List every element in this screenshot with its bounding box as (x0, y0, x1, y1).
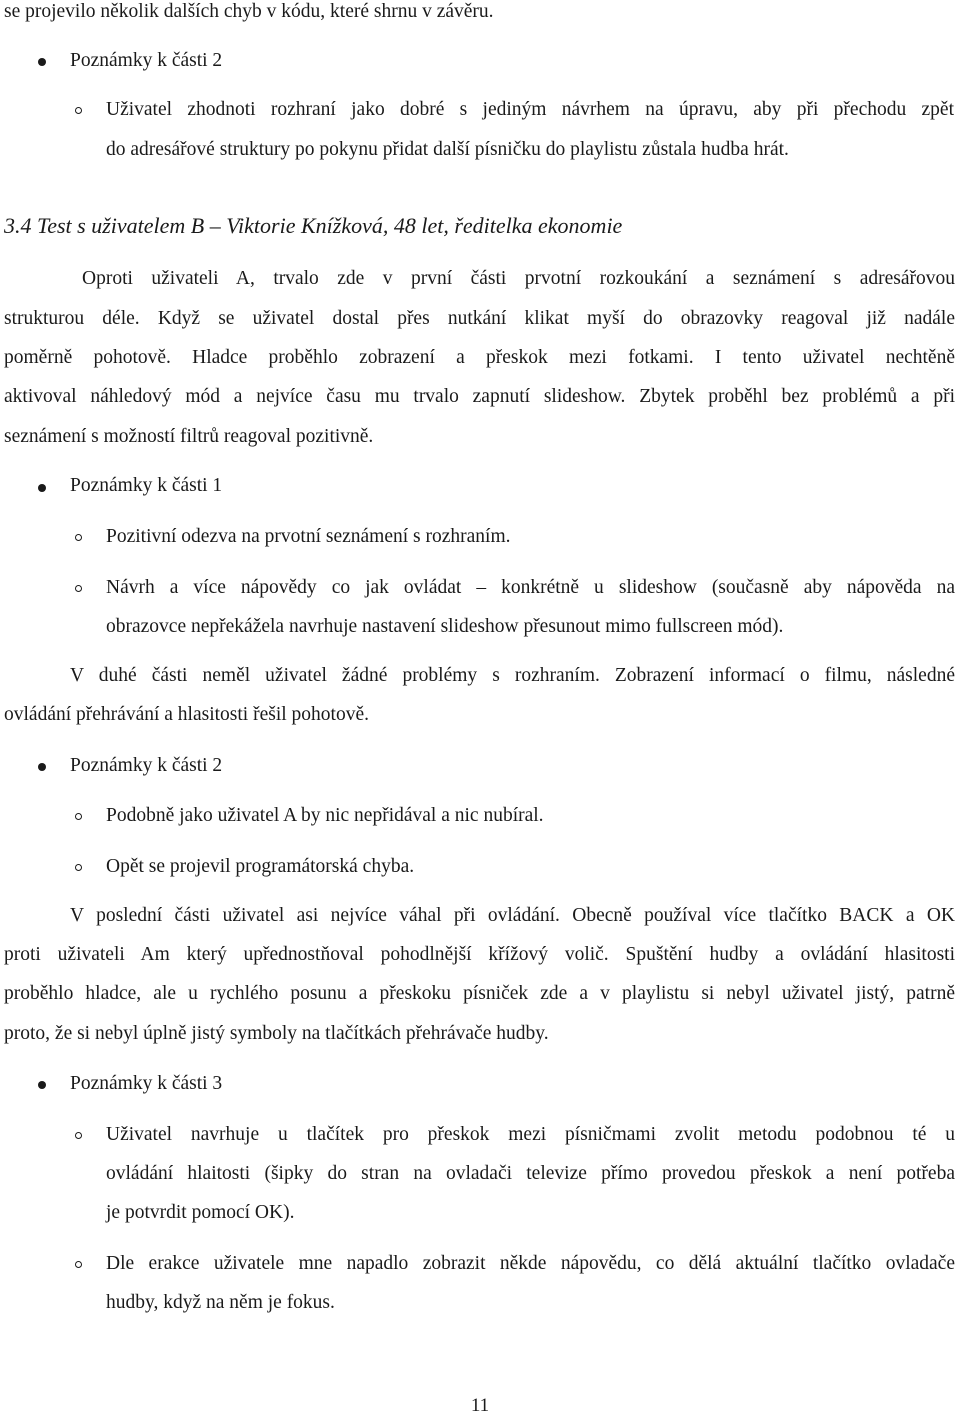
bullet-icon (38, 1081, 46, 1089)
note-line: Návrh a více nápovědy co jak ovládat – konkrétně u slideshow (současně aby nápověda na (106, 577, 955, 598)
note-line: ovládání hlaitosti (šipky do stran na ovladači televize přímo provedou přeskok a není potřeba (106, 1163, 955, 1184)
note-line: Dle erakce uživatele mne napadlo zobrazit někde nápovědu, co dělá aktuální tlačítko ovladače (106, 1253, 955, 1274)
paragraph-line: ovládání přehrávání a hlasitosti řešil pohotově. (4, 704, 369, 725)
circle-bullet-icon (75, 864, 82, 871)
paragraph-line: Oproti uživateli A, trvalo zde v první části prvotní rozkoukání a seznámení s adresářovou (82, 268, 955, 289)
notes-title: Poznámky k části 1 (70, 475, 223, 496)
continuation-line: se projevilo několik dalších chyb v kódu, které shrnu v závěru. (4, 1, 494, 22)
circle-bullet-icon (75, 534, 82, 541)
bullet-icon (38, 484, 46, 492)
note-line: Pozitivní odezva na prvotní seznámení s rozhraním. (106, 526, 511, 547)
circle-bullet-icon (75, 813, 82, 820)
circle-bullet-icon (75, 107, 82, 114)
notes-title: Poznámky k části 3 (70, 1073, 223, 1094)
paragraph-line: V poslední části uživatel asi nejvíce váhal při ovládání. Obecně používal více tlačítko BACK a OK (70, 905, 955, 926)
note-line: Opět se projevil programátorská chyba. (106, 856, 415, 877)
paragraph-line: V duhé části neměl uživatel žádné problémy s rozhraním. Zobrazení informací o filmu, následné (70, 665, 955, 686)
paragraph-line: poměrně pohotově. Hladce proběhlo zobrazení a přeskok mezi fotkami. I tento uživatel nechtěně (4, 347, 955, 368)
paragraph-line: aktivoval náhledový mód a nejvíce času mu trvalo zapnutí slideshow. Zbytek proběhl bez problémů a při (4, 386, 955, 407)
circle-bullet-icon (75, 1261, 82, 1268)
paragraph-line: seznámení s možností filtrů reagoval pozitivně. (4, 426, 374, 447)
note-line: Uživatel zhodnoti rozhraní jako dobré s jediným návrhem na úpravu, aby při přechodu zpět (106, 99, 954, 120)
circle-bullet-icon (75, 1132, 82, 1139)
paragraph-line: strukturou déle. Když se uživatel dostal přes nutkání klikat myší do obrazovky reagoval již nadále (4, 308, 955, 329)
notes-title: Poznámky k části 2 (70, 50, 223, 71)
page-number: 11 (470, 1395, 490, 1416)
note-line: hudby, když na něm je fokus. (106, 1292, 335, 1313)
note-line: je potvrdit pomocí OK). (106, 1202, 295, 1223)
paragraph-line: proti uživateli Am který upřednostňoval pohodlnější křížový volič. Spuštění hudby a ovládání hlasitosti (4, 944, 955, 965)
section-heading: 3.4 Test s uživatelem B – Viktorie Knížková, 48 let, ředitelka ekonomie (4, 213, 623, 238)
note-line: Uživatel navrhuje u tlačítek pro přeskok mezi písničmami zvolit metodu podobnou té u (106, 1124, 955, 1145)
note-line: obrazovce nepřekážela navrhuje nastavení slideshow přesunout mimo fullscreen mód). (106, 616, 784, 637)
notes-title: Poznámky k části 2 (70, 755, 223, 776)
paragraph-line: proto, že si nebyl úplně jistý symboly na tlačítkách přehrávače hudby. (4, 1023, 549, 1044)
circle-bullet-icon (75, 585, 82, 592)
paragraph-line: proběhlo hladce, ale u rychlého posunu a přeskoku písniček zde a v playlistu si nebyl uživatel jistý, patrně (4, 983, 955, 1004)
note-line: Podobně jako uživatel A by nic nepřidával a nic nubíral. (106, 805, 544, 826)
bullet-icon (38, 58, 46, 66)
bullet-icon (38, 763, 46, 771)
note-line: do adresářové struktury po pokynu přidat další písničku do playlistu zůstala hudba hrát. (106, 139, 789, 160)
